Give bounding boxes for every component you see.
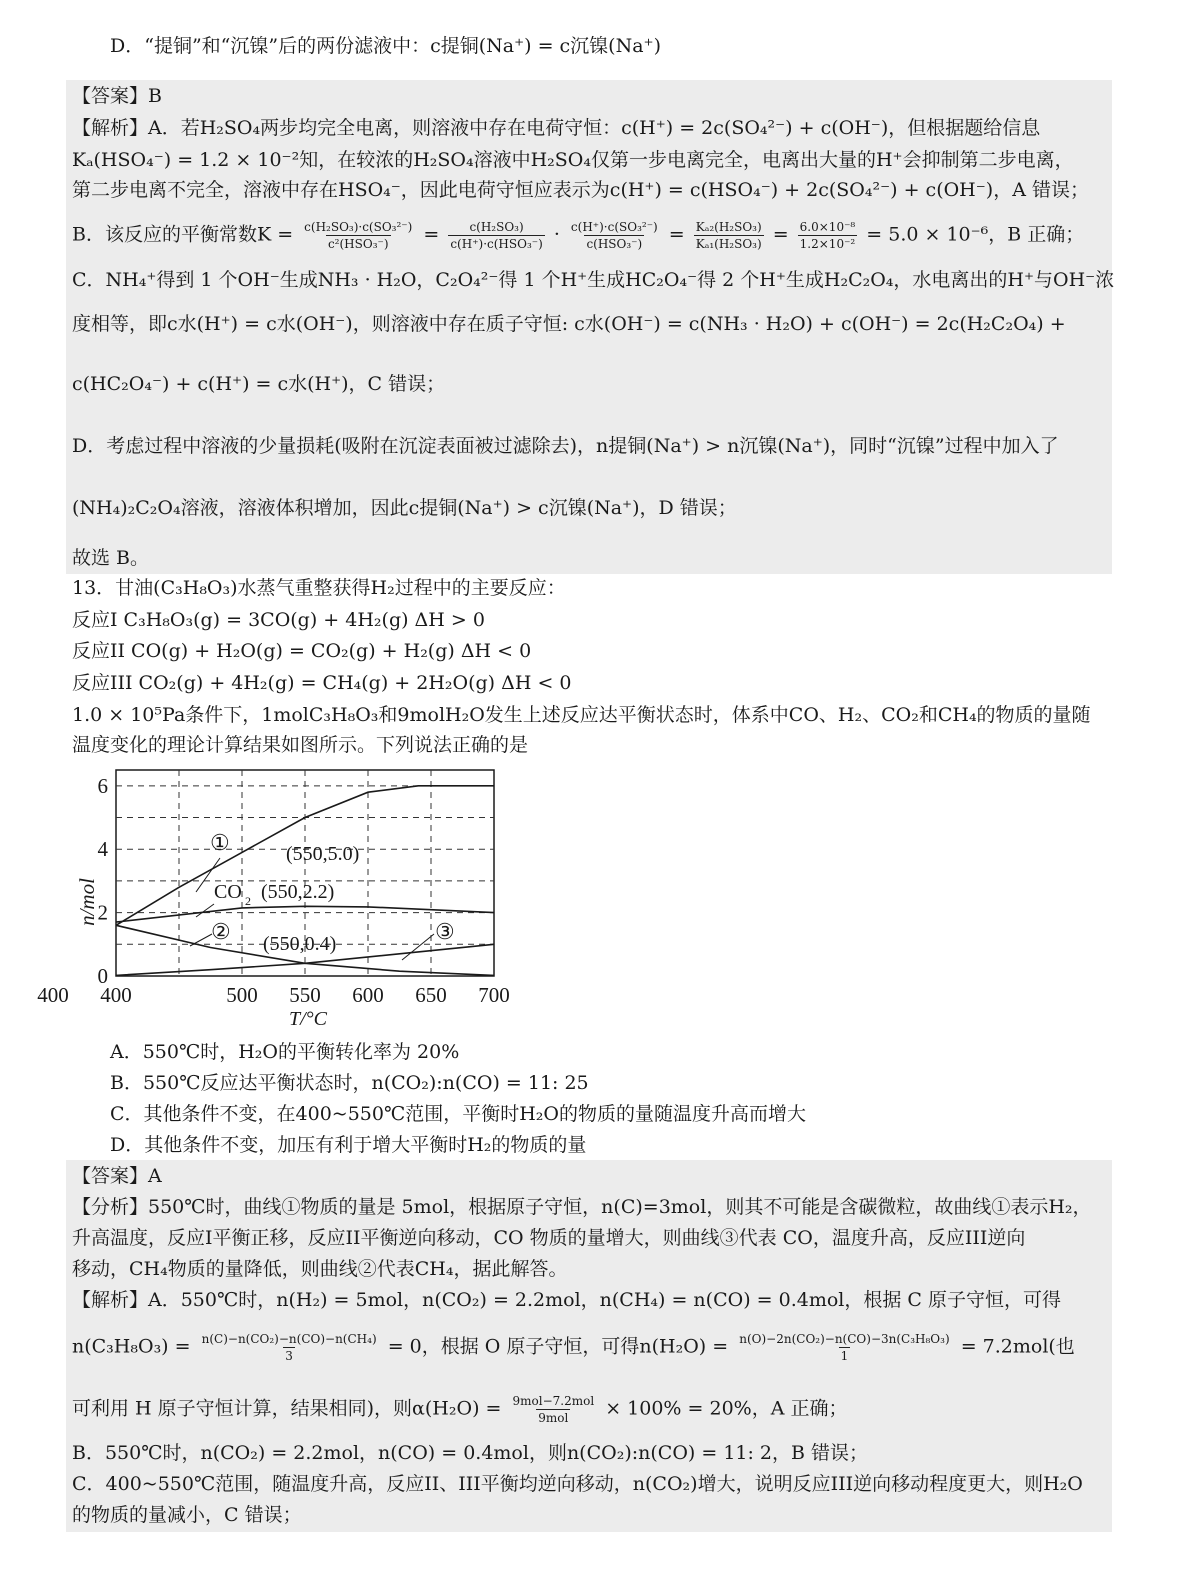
curve-label-co2-sub: 2 <box>245 894 251 908</box>
q13-option-a: A．550℃时，H₂O的平衡转化率为 20% <box>110 1041 460 1063</box>
y-tick-label: 2 <box>97 900 108 925</box>
x-tick-label: 550 <box>289 983 321 1007</box>
x-tick-label: 650 <box>415 983 447 1007</box>
q13-analysis-3: 移动，CH₄物质的量降低，则曲线②代表CH₄，据此解答。 <box>72 1258 568 1280</box>
q13-explain-c-1: C．400~550℃范围，随温度升高，反应II、III平衡均逆向移动，n(CO₂)增大，说明反应III逆向移动程度更大，则H₂O <box>72 1473 1083 1495</box>
q13-analysis-2: 升高温度，反应I平衡正移，反应II平衡逆向移动，CO 物质的量增大，则曲线③代表 CO，温度升高，反应III逆向 <box>72 1227 1026 1249</box>
q12-b-suffix: = 5.0 × 10⁻⁶，B 正确； <box>866 223 1085 246</box>
q12-b-prefix: B．该反应的平衡常数K = <box>72 223 294 246</box>
q12-answer: 【答案】B <box>72 85 162 107</box>
annotation-ch4: (550,0.4) <box>263 933 337 955</box>
q13-explain-a-2: n(C₃H₈O₃) = $\frac{\text{n(C)−n(CO₂)−n(CO)−n(CH₄)}}{3}$ = 0，根据 O 原子守恒，可得n(H₂O) = $\frac{\text{n(O)−2n(CO₂)−n(CO)−3n(C₃H₈O₃)}}{1}$ = 7.2mol(也 <box>72 1332 1075 1363</box>
q12-explain-c-line3: c(HC₂O₄⁻) + c(H⁺) = c水(H⁺)，C 错误； <box>72 373 446 395</box>
x-tick-label: 500 <box>226 983 258 1007</box>
q12-explain-a-line2: Kₐ(HSO₄⁻) = 1.2 × 10⁻²知，在较浓的H₂SO₄溶液中H₂SO₄仅第一步电离完全，电离出大量的H⁺会抑制第二步电离， <box>72 149 1074 171</box>
q13-analysis-1: 【分析】550℃时，曲线①物质的量是 5mol，根据原子守恒，n(C)=3mol，则其不可能是含碳微粒，故曲线①表示H₂， <box>72 1196 1092 1218</box>
q12-explain-c-line2: 度相等，即c水(H⁺) = c水(OH⁻)，则溶液中存在质子守恒: c水(OH⁻) = c(NH₃ · H₂O) + c(OH⁻) = 2c(H₂C₂O₄) + <box>72 313 1066 335</box>
q13-answer: 【答案】A <box>72 1165 162 1187</box>
q13-explain-c-2: 的物质的量减小，C 错误； <box>72 1504 302 1526</box>
q13-reaction-1: 反应I C₃H₈O₃(g) = 3CO(g) + 4H₂(g) ΔH > 0 <box>72 609 485 631</box>
annotation-co2: (550,2.2) <box>261 881 335 903</box>
y-tick-label: 4 <box>97 837 108 862</box>
q12-explain-a-line3: 第二步电离不完全，溶液中存在HSO₄⁻，因此电荷守恒应表示为c(H⁺) = c(HSO₄⁻) + 2c(SO₄²⁻) + c(OH⁻)，A 错误； <box>72 179 1089 201</box>
q12-explain-a-line1: 【解析】A．若H₂SO₄两步均完全电离，则溶液中存在电荷守恒：c(H⁺) = 2c(SO₄²⁻) + c(OH⁻)，但根据题给信息 <box>72 117 1041 139</box>
fraction: $\frac{\text{9mol−7.2mol}}{\text{9mol}}$ <box>512 1394 595 1425</box>
leader-co2 <box>196 904 214 917</box>
x-tick-label: 400 <box>100 983 132 1007</box>
y-tick-label: 6 <box>97 773 108 798</box>
y-tick-label: 0 <box>97 964 108 988</box>
fraction: $\frac{\text{Kₐ₂(H₂SO₃)}}{\text{Kₐ₁(H₂SO₃)}}$ <box>695 220 762 251</box>
q13-explain-b: B．550℃时，n(CO₂) = 2.2mol，n(CO) = 0.4mol，则n(CO₂):n(CO) = 11: 2，B 错误； <box>72 1442 869 1464</box>
fraction: $\frac{\text{n(C)−n(CO₂)−n(CO)−n(CH₄)}}{3}$ <box>201 1332 377 1363</box>
curve-label-3: ③ <box>435 919 455 944</box>
q12-explain-b: B．该反应的平衡常数K = $\frac{\text{c(H₂SO₃)·c(SO₃²⁻)}}{\text{c²(HSO₃⁻)}}$ = $\frac{\text{c(H₂SO₃)}}{\text{c(H⁺)·c(HSO₃⁻)}}$ · $\frac{\text{c(H⁺)·c(SO₃²⁻)}}{\text{c(HSO₃⁻)}}$ = $\frac{\text{Kₐ₂(H₂SO₃)}}{\text{Kₐ₁(H₂SO₃)}}$ = $\frac{\text{6.0×10⁻⁸}}{\text{1.2×10⁻²}}$ = 5.0 × 10⁻⁶，B 正确； <box>72 220 1085 251</box>
y-tick-labels <box>98 774 109 988</box>
x-tick-label: 400 <box>37 983 69 1007</box>
q13-description-1: 1.0 × 10⁵Pa条件下，1molC₃H₈O₃和9molH₂O发生上述反应达平衡状态时，体系中CO、H₂、CO₂和CH₄的物质的量随 <box>72 704 1091 726</box>
q12-explain-c-line1: C．NH₄⁺得到 1 个OH⁻生成NH₃ · H₂O，C₂O₄²⁻得 1 个H⁺生成HC₂O₄⁻得 2 个H⁺生成H₂C₂O₄，水电离出的H⁺与OH⁻浓 <box>72 269 1115 291</box>
fraction: $\frac{\text{c(H⁺)·c(SO₃²⁻)}}{\text{c(HSO₃⁻)}}$ <box>570 220 658 251</box>
q13-option-d: D．其他条件不变，加压有利于增大平衡时H₂的物质的量 <box>110 1134 587 1156</box>
q13-explain-a-1: 【解析】A．550℃时，n(H₂) = 5mol，n(CO₂) = 2.2mol，n(CH₄) = n(CO) = 0.4mol，根据 C 原子守恒，可得 <box>72 1289 1061 1311</box>
q13-option-b: B．550℃反应达平衡状态时，n(CO₂):n(CO) = 11: 25 <box>110 1072 589 1094</box>
q13-stem: 13．甘油(C₃H₈O₃)水蒸气重整获得H₂过程中的主要反应： <box>72 577 566 599</box>
leader-3 <box>402 934 434 960</box>
q13-option-c: C．其他条件不变，在400~550℃范围，平衡时H₂O的物质的量随温度升高而增大 <box>110 1103 807 1125</box>
x-axis-label: T/°C <box>288 1008 328 1030</box>
q12-conclusion: 故选 B。 <box>72 547 150 569</box>
q13-reaction-2: 反应II CO(g) + H₂O(g) = CO₂(g) + H₂(g) ΔH < 0 <box>72 640 532 662</box>
q13-explain-a-3: 可利用 H 原子守恒计算，结果相同)，则α(H₂O) = $\frac{\text{9mol−7.2mol}}{\text{9mol}}$ × 100% = 20%，A 正确； <box>72 1394 848 1425</box>
y-axis-label: n/mol <box>75 878 99 926</box>
x-tick-label: 600 <box>352 983 384 1007</box>
equilibrium-chart <box>37 762 532 1037</box>
fraction: $\frac{\text{c(H₂SO₃)·c(SO₃²⁻)}}{\text{c²(HSO₃⁻)}}$ <box>304 220 413 251</box>
q12-option-d: D．“提铜”和“沉镍”后的两份滤液中：c提铜(Na⁺) = c沉镍(Na⁺) <box>110 35 661 57</box>
fraction: $\frac{\text{c(H₂SO₃)}}{\text{c(H⁺)·c(HSO₃⁻)}}$ <box>450 220 543 251</box>
x-tick-label: 700 <box>478 983 510 1007</box>
curve-label-co2: CO <box>214 881 242 903</box>
q13-description-2: 温度变化的理论计算结果如图所示。下列说法正确的是 <box>72 734 529 756</box>
x-tick-labels <box>37 983 510 1007</box>
fraction: $\frac{\text{n(O)−2n(CO₂)−n(CO)−3n(C₃H₈O₃)}}{1}$ <box>739 1332 950 1363</box>
curve-label-1: ① <box>210 830 230 855</box>
q12-explain-d-line1: D．考虑过程中溶液的少量损耗(吸附在沉淀表面被过滤除去)，n提铜(Na⁺) > n沉镍(Na⁺)，同时“沉镍”过程中加入了 <box>72 435 1059 457</box>
annotation-h2: (550,5.0) <box>286 843 360 865</box>
fraction: $\frac{\text{6.0×10⁻⁸}}{\text{1.2×10⁻²}}$ <box>799 220 856 251</box>
curve-label-2: ② <box>211 919 231 944</box>
q13-reaction-3: 反应III CO₂(g) + 4H₂(g) = CH₄(g) + 2H₂O(g) ΔH < 0 <box>72 672 572 694</box>
q12-explain-d-line2: (NH₄)₂C₂O₄溶液，溶液体积增加，因此c提铜(Na⁺) > c沉镍(Na⁺)，D 错误； <box>72 497 737 519</box>
